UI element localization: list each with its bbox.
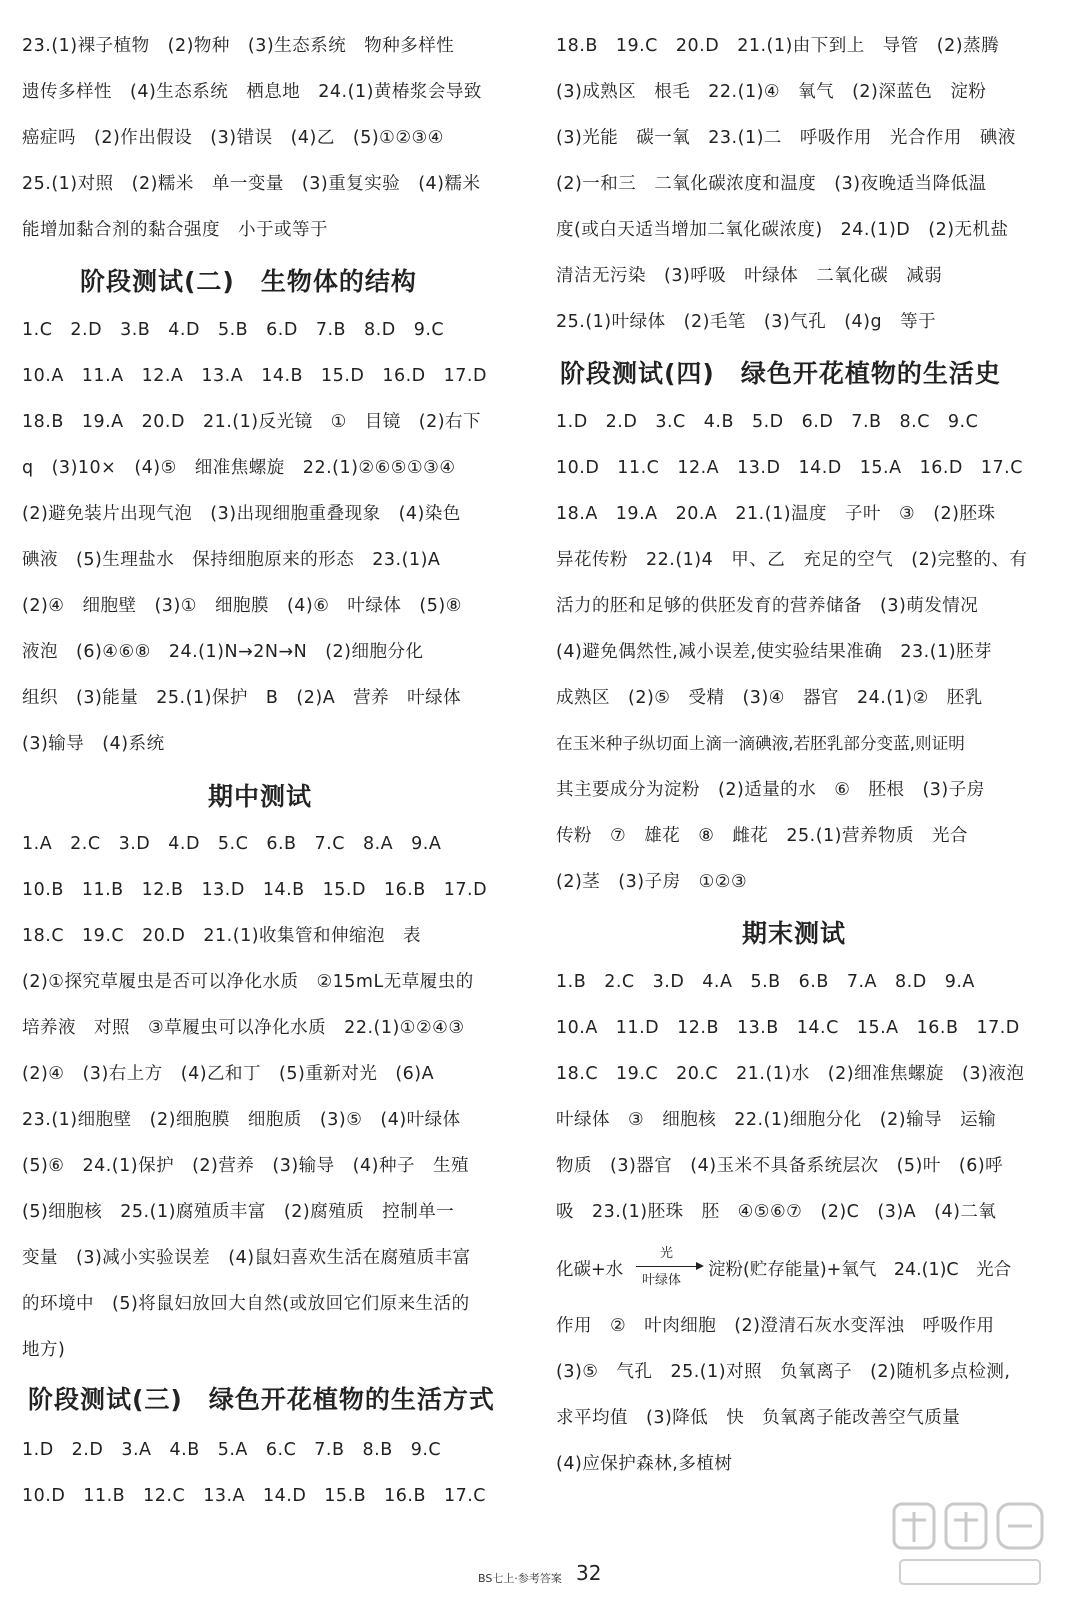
answer-line: 1.A 2.C 3.D 4.D 5.C 6.B 7.C 8.A 9.A	[22, 834, 442, 854]
answer-line: 18.C 19.C 20.C 21.(1)水 (2)细准焦螺旋 (3)液泡	[556, 1064, 1025, 1084]
answer-line: 组织 (3)能量 25.(1)保护 B (2)A 营养 叶绿体	[22, 688, 462, 708]
answer-line: 地方)	[22, 1340, 66, 1360]
answer-line: (2)茎 (3)子房 ①②③	[556, 872, 748, 892]
answer-line: 液泡 (6)④⑥⑧ 24.(1)N→2N→N (2)细胞分化	[22, 642, 424, 662]
answer-line: 碘液 (5)生理盐水 保持细胞原来的形态 23.(1)A	[22, 550, 441, 570]
answer-line: 18.B 19.A 20.D 21.(1)反光镜 ① 目镜 (2)右下	[22, 412, 482, 432]
answer-line: 异花传粉 22.(1)4 甲、乙 充足的空气 (2)完整的、有	[556, 550, 1028, 570]
answer-line: (5)⑥ 24.(1)保护 (2)营养 (3)输导 (4)种子 生殖	[22, 1156, 469, 1176]
answer-line: 传粉 ⑦ 雄花 ⑧ 雌花 25.(1)营养物质 光合	[556, 826, 968, 846]
answer-line: (3)光能 碳一氧 23.(1)二 呼吸作用 光合作用 碘液	[556, 128, 1016, 148]
answer-line: (3)成熟区 根毛 22.(1)④ 氧气 (2)深蓝色 淀粉	[556, 82, 987, 102]
answer-line: (3)输导 (4)系统	[22, 734, 165, 754]
answer-line: 癌症吗 (2)作出假设 (3)错误 (4)乙 (5)①②③④	[22, 128, 444, 148]
answer-line: 在玉米种子纵切面上滴一滴碘液,若胚乳部分变蓝,则证明	[556, 734, 965, 753]
answer-line: (4)应保护森林,多植树	[556, 1454, 733, 1474]
section-heading: 阶段测试(二) 生物体的结构	[80, 267, 417, 296]
answer-line: 1.B 2.C 3.D 4.A 5.B 6.B 7.A 8.D 9.A	[556, 972, 975, 992]
answer-line: (3)⑤ 气孔 25.(1)对照 负氧离子 (2)随机多点检测,	[556, 1362, 1011, 1382]
reaction-arrow-icon	[636, 1266, 702, 1267]
section-heading: 阶段测试(三) 绿色开花植物的生活方式	[28, 1385, 495, 1414]
answer-line: 1.C 2.D 3.B 4.D 5.B 6.D 7.B 8.D 9.C	[22, 320, 445, 340]
answer-line: 10.D 11.C 12.A 13.D 14.D 15.A 16.D 17.C	[556, 458, 1023, 478]
answer-line: (5)细胞核 25.(1)腐殖质丰富 (2)腐殖质 控制单一	[22, 1202, 455, 1222]
answer-line: 培养液 对照 ③草履虫可以净化水质 22.(1)①②④③	[22, 1018, 465, 1038]
answer-line: (2)避免装片出现气泡 (3)出现细胞重叠现象 (4)染色	[22, 504, 461, 524]
answer-line: (2)④ (3)右上方 (4)乙和丁 (5)重新对光 (6)A	[22, 1064, 435, 1084]
answer-line: 清洁无污染 (3)呼吸 叶绿体 二氧化碳 减弱	[556, 266, 943, 286]
answer-line: 10.B 11.B 12.B 13.D 14.B 15.D 16.B 17.D	[22, 880, 488, 900]
answer-line: 遗传多样性 (4)生态系统 栖息地 24.(1)黄椿浆会导致	[22, 82, 482, 102]
section-heading: 期末测试	[742, 919, 847, 948]
answer-line: 求平均值 (3)降低 快 负氧离子能改善空气质量	[556, 1408, 961, 1428]
answer-line: 25.(1)对照 (2)糯米 单一变量 (3)重复实验 (4)糯米	[22, 174, 481, 194]
equation-left: 化碳+水	[556, 1260, 624, 1280]
answer-line: 18.B 19.C 20.D 21.(1)由下到上 导管 (2)蒸腾	[556, 36, 1000, 56]
answer-line: 的环境中 (5)将鼠妇放回大自然(或放回它们原来生活的	[22, 1294, 470, 1314]
section-heading: 期中测试	[208, 782, 313, 811]
answer-line: 1.D 2.D 3.A 4.B 5.A 6.C 7.B 8.B 9.C	[22, 1440, 442, 1460]
answer-line: 吸 23.(1)胚珠 胚 ④⑤⑥⑦ (2)C (3)A (4)二氧	[556, 1202, 997, 1222]
answer-line: 叶绿体 ③ 细胞核 22.(1)细胞分化 (2)输导 运输	[556, 1110, 997, 1130]
watermark-logo	[890, 1500, 1050, 1590]
answer-line: 23.(1)裸子植物 (2)物种 (3)生态系统 物种多样性	[22, 36, 455, 56]
answer-line: 10.A 11.A 12.A 13.A 14.B 15.D 16.D 17.D	[22, 366, 487, 386]
answer-line: 变量 (3)减小实验误差 (4)鼠妇喜欢生活在腐殖质丰富	[22, 1248, 471, 1268]
answer-line: 10.A 11.D 12.B 13.B 14.C 15.A 16.B 17.D	[556, 1018, 1020, 1038]
answer-line: 18.A 19.A 20.A 21.(1)温度 子叶 ③ (2)胚珠	[556, 504, 996, 524]
answer-line: (2)一和三 二氧化碳浓度和温度 (3)夜晚适当降低温	[556, 174, 987, 194]
answer-line: 度(或白天适当增加二氧化碳浓度) 24.(1)D (2)无机盐	[556, 220, 1009, 240]
answer-line: (2)④ 细胞壁 (3)① 细胞膜 (4)⑥ 叶绿体 (5)⑧	[22, 596, 462, 616]
answer-line: (4)避免偶然性,减小误差,使实验结果准确 23.(1)胚芽	[556, 642, 993, 662]
answer-line: 活力的胚和足够的供胚发育的营养储备 (3)萌发情况	[556, 596, 979, 616]
answer-line: 能增加黏合剂的黏合强度 小于或等于	[22, 220, 328, 240]
section-heading: 阶段测试(四) 绿色开花植物的生活史	[560, 359, 1001, 388]
answer-line: q (3)10× (4)⑤ 细准焦螺旋 22.(1)②⑥⑤①③④	[22, 458, 456, 478]
equation-condition-top: 光	[660, 1246, 674, 1261]
answer-line: 作用 ② 叶肉细胞 (2)澄清石灰水变浑浊 呼吸作用	[556, 1316, 995, 1336]
answer-line: 成熟区 (2)⑤ 受精 (3)④ 器官 24.(1)② 胚乳	[556, 688, 983, 708]
page-number: 32	[576, 1561, 602, 1585]
answer-line: 23.(1)细胞壁 (2)细胞膜 细胞质 (3)⑤ (4)叶绿体	[22, 1110, 461, 1130]
answer-line: 1.D 2.D 3.C 4.B 5.D 6.D 7.B 8.C 9.C	[556, 412, 979, 432]
answer-line: 10.D 11.B 12.C 13.A 14.D 15.B 16.B 17.C	[22, 1486, 487, 1506]
page-footer: BS七上·参考答案	[478, 1572, 562, 1585]
equation-right: 淀粉(贮存能量)+氧气 24.(1)C 光合	[708, 1260, 1012, 1280]
equation-condition-bottom: 叶绿体	[642, 1273, 682, 1288]
answer-line: 25.(1)叶绿体 (2)毛笔 (3)气孔 (4)g 等于	[556, 312, 937, 332]
answer-line: 物质 (3)器官 (4)玉米不具备系统层次 (5)叶 (6)呼	[556, 1156, 1004, 1176]
answer-line: 其主要成分为淀粉 (2)适量的水 ⑥ 胚根 (3)子房	[556, 780, 985, 800]
answer-line: 18.C 19.C 20.D 21.(1)收集管和伸缩泡 表	[22, 926, 422, 946]
answer-line: (2)①探究草履虫是否可以净化水质 ②15mL无草履虫的	[22, 972, 474, 992]
